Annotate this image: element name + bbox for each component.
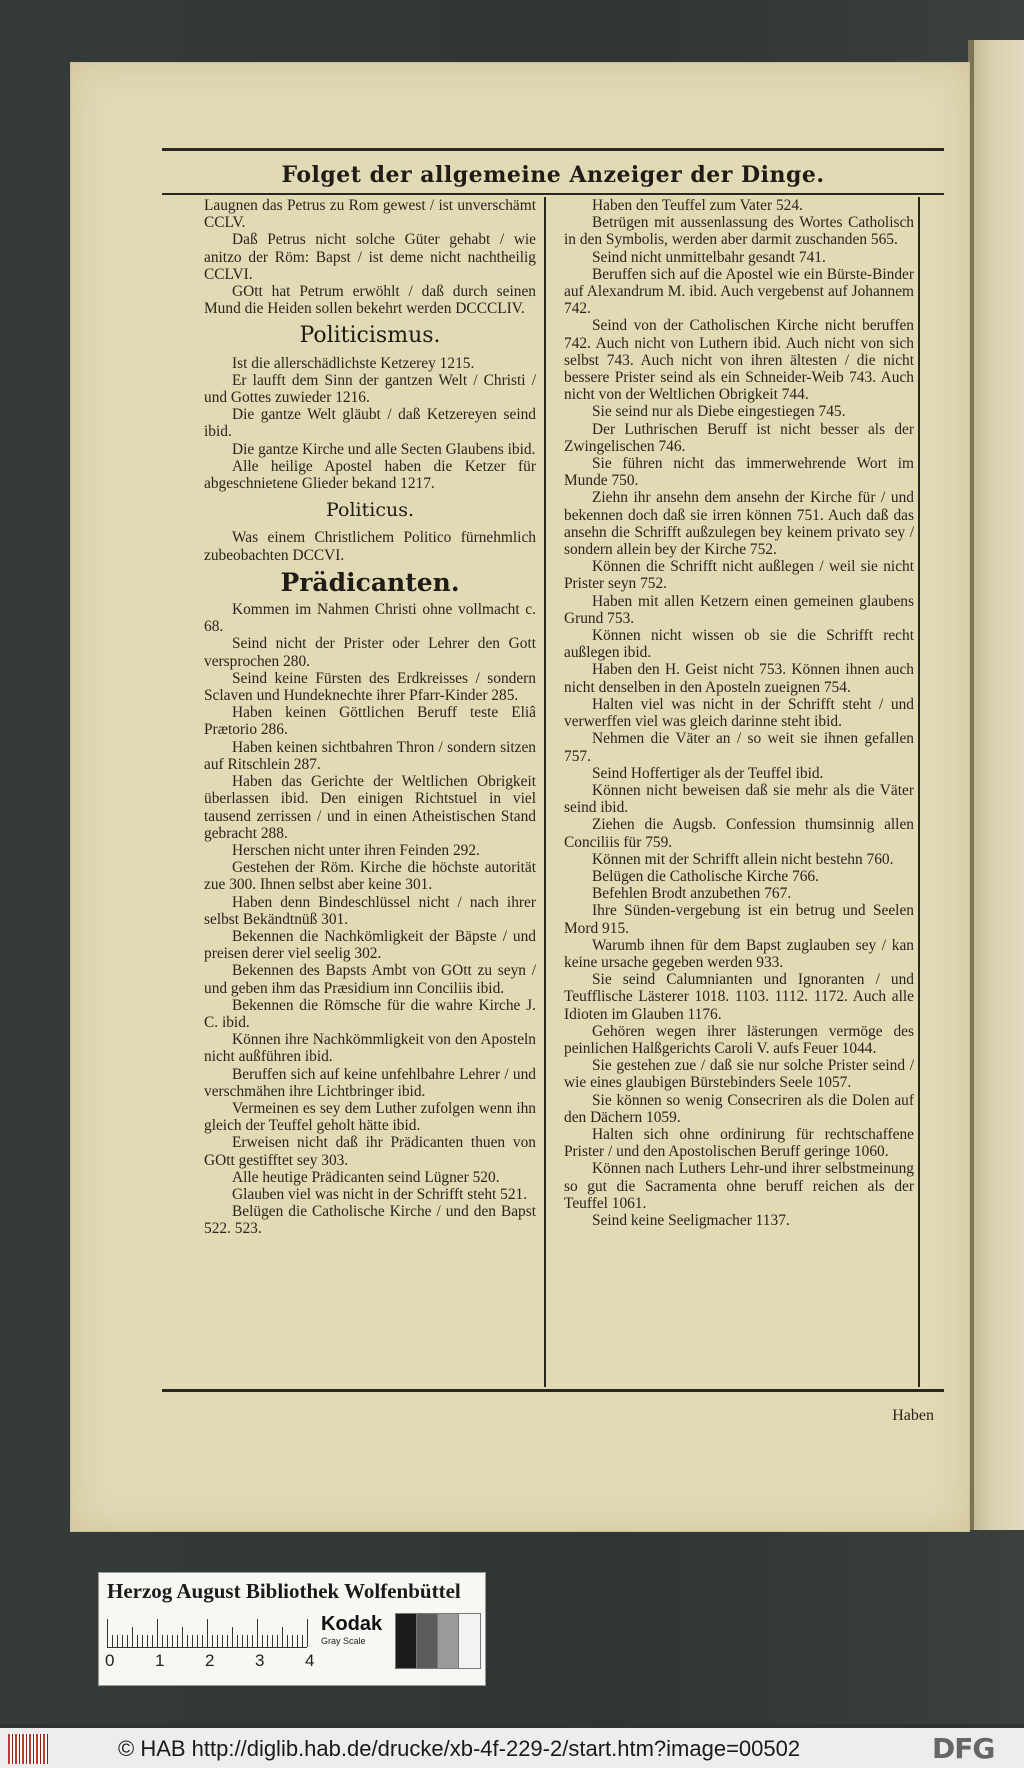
index-entry: Haben keinen sichtbahren Thron / sondern sitzen auf Ritschlein 287. [204, 738, 536, 773]
ruler-tick [232, 1627, 233, 1647]
ruler-tick [132, 1627, 133, 1647]
ruler-tick [287, 1635, 288, 1647]
index-entry: Sie seind Calumnianten und Ignoranten / und Teufflische Lästerer 1018. 1103. 1112. 1172. Auch alle Idioten im Glauben 1176. [564, 971, 914, 1023]
ruler-tick [177, 1635, 178, 1647]
index-entry: Laugnen das Petrus zu Rom gewest / ist unverschämt CCLV. [204, 197, 536, 232]
ruler-tick [252, 1635, 253, 1647]
index-entry: Haben den H. Geist nicht 753. Können ihnen auch nicht denselben in den Aposteln zueignen 754. [564, 661, 914, 696]
ruler-tick [272, 1635, 273, 1647]
color-card [98, 1572, 486, 1686]
ruler-tick [197, 1635, 198, 1647]
ruler-tick [307, 1619, 308, 1647]
ruler-scale [107, 1615, 307, 1648]
ruler-tick [142, 1635, 143, 1647]
ruler-tick [137, 1635, 138, 1647]
barcode-icon [8, 1734, 48, 1764]
index-entry: Können mit der Schrifft allein nicht bestehn 760. [592, 850, 894, 868]
ruler-tick [107, 1619, 108, 1647]
index-entry: Haben keinen Göttlichen Beruff teste Eliâ Prætorio 286. [204, 704, 536, 739]
index-entry: Die gantze Kirche und alle Secten Glaubens ibid. [232, 440, 536, 458]
ruler-tick [262, 1635, 263, 1647]
next-page-edge [968, 40, 1024, 1530]
ruler-number: 1 [155, 1651, 165, 1670]
index-entry: Gehören wegen ihrer lästerungen vermöge des peinlichen Halßgerichts Caroli V. aufs Feuer 1044. [564, 1022, 914, 1057]
index-entry: Beruffen sich auf keine unfehlbahre Lehrer / und verschmähen ihre Lichtbringer ibid. [204, 1065, 536, 1100]
index-entry: Warumb ihnen für dem Bapst zuglauben sey / kan keine ursache gegeben werden 933. [564, 936, 914, 971]
index-entry: Können ihre Nachkömmligkeit von den Aposteln nicht außführen ibid. [204, 1031, 536, 1066]
ruler-number: 0 [105, 1651, 115, 1670]
ruler-tick [217, 1635, 218, 1647]
index-entry: Sie führen nicht das immerwehrende Wort im Munde 750. [564, 455, 914, 490]
ruler-tick [242, 1635, 243, 1647]
index-entry: Sie können so wenig Consecriren als die Dolen auf den Dächern 1059. [564, 1091, 914, 1126]
index-entry: Sie gestehen zue / daß sie nur solche Prister seind / wie eines glaubigen Bürstebinders Seele 1057. [564, 1057, 914, 1092]
ruler-tick [207, 1619, 208, 1647]
index-entry: Bekennen des Bapsts Ambt von GOtt zu seyn / und geben ihm das Præsidium inn Conciliis ibid. [204, 962, 536, 997]
index-entry: Haben den Teuffel zum Vater 524. [592, 197, 803, 214]
ruler-tick [167, 1635, 168, 1647]
ruler-tick [222, 1635, 223, 1647]
ruler-tick [117, 1635, 118, 1647]
index-entry: Seind nicht der Prister oder Lehrer den Gott versprochen 280. [204, 635, 536, 670]
index-entry: Seind Hoffertiger als der Teuffel ibid. [592, 764, 824, 782]
index-entry: Ziehn ihr ansehn dem ansehn der Kirche für / und bekennen doch daß sie irren können 751. Auch daß das ansehn die Schrifft außzulegen bey keinem privato sey / sondern allein bey der Kirche 752. [564, 489, 914, 559]
copyright-url[interactable]: © HAB http://diglib.hab.de/drucke/xb-4f-229-2/start.htm?image=00502 [118, 1736, 801, 1761]
ruler-tick [277, 1635, 278, 1647]
ruler-tick [152, 1635, 153, 1647]
ruler-tick [112, 1635, 113, 1647]
ruler-tick [127, 1635, 128, 1647]
ruler-number: 3 [255, 1651, 265, 1670]
index-entry: Daß Petrus nicht solche Güter gehabt / wie anitzo der Röm: Bapst / ist deme nicht nachtheilig CCLVI. [204, 231, 536, 283]
ruler-tick [122, 1635, 123, 1647]
index-entry: Beruffen sich auf die Apostel wie ein Bürste-Binder auf Alexandrum M. ibid. Auch vergebenst auf Johannem 742. [564, 265, 914, 318]
ruler-number: 2 [205, 1651, 215, 1670]
index-entry: Halten viel was nicht in der Schrifft steht / und verwerffen viel was gleich darinne steht ibid. [564, 695, 914, 731]
index-entry: GOtt hat Petrum erwöhlt / daß durch seinen Mund die Heiden sollen bekehrt werden DCCCLIV. [204, 283, 536, 318]
ruler-tick [267, 1635, 268, 1647]
index-entry: Was einem Christlichem Politico fürnehmlich zubeobachten DCCVI. [204, 529, 536, 564]
index-entry: Bekennen die Römsche für die wahre Kirche J. C. ibid. [204, 996, 536, 1031]
index-entry: Bekennen die Nachkömligkeit der Bäpste / und preisen derer viel seelig 302. [204, 927, 536, 963]
ruler-tick [202, 1635, 203, 1647]
gray-swatch [416, 1613, 439, 1669]
index-entry: Können nicht beweisen daß sie mehr als die Väter seind ibid. [564, 781, 914, 817]
page-frame [162, 148, 944, 1424]
index-entry: Gestehen der Röm. Kirche die höchste autorität zue 300. Ihnen selbst aber keine 301. [204, 859, 536, 894]
index-entry: Ihre Sünden-vergebung ist ein betrug und Seelen Mord 915. [564, 902, 914, 937]
index-entry: Betrügen mit aussenlassung des Wortes Catholisch in den Symbolis, werden aber darmit zuschanden 565. [564, 214, 914, 249]
left-column [204, 197, 546, 1387]
index-entry: Halten sich ohne ordinirung für rechtschaffene Prister / und den Apostolischen Beruff geringe 1060. [564, 1125, 914, 1161]
index-entry: Nehmen die Väter an / so weit sie ihnen gefallen 757. [564, 730, 914, 765]
ruler-tick [302, 1635, 303, 1647]
card-title: Herzog August Bibliothek Wolfenbüttel [107, 1579, 461, 1603]
ruler-number: 4 [305, 1651, 315, 1670]
ruler-tick [157, 1619, 158, 1647]
ruler-tick [247, 1635, 248, 1647]
ruler-tick [237, 1635, 238, 1647]
index-entry: Belügen die Catholische Kirche / und den Bapst 522. 523. [204, 1203, 536, 1238]
ruler-tick [292, 1635, 293, 1647]
right-column [564, 197, 920, 1387]
ruler-tick [162, 1635, 163, 1647]
index-entry: Seind von der Catholischen Kirche nicht beruffen 742. Auch nicht von Luthern ibid. Auch nicht von sich selbst 743. Auch nicht von ihren ältesten / die nicht bessere Prister seind als ein Schneider-Weib 743. Auch nicht von der Weltlichen Obrigkeit 744. [564, 317, 914, 404]
index-entry: Der Luthrischen Beruff ist nicht besser als der Zwingelischen 746. [564, 420, 914, 455]
ruler-tick [187, 1635, 188, 1647]
index-entry: Glauben viel was nicht in der Schrifft steht 521. [232, 1185, 528, 1203]
index-entry: Erweisen nicht daß ihr Prädicanten thuen von GOtt gestifftet sey 303. [204, 1134, 536, 1169]
index-entry: Vermeinen es sey dem Luther zufolgen wenn ihn gleich der Teuffel geholt hätte ibid. [204, 1099, 536, 1135]
index-entry: Er laufft dem Sinn der gantzen Welt / Christi / und Gottes zuwieder 1216. [204, 371, 536, 407]
index-entry: Alle heutige Prädicanten seind Lügner 520. [232, 1168, 500, 1186]
ruler-tick [212, 1635, 213, 1647]
index-entry: Können nach Luthers Lehr-und ihrer selbstmeinung so gut die Sacramenta ohne beruff reichen als der Teuffel 1061. [564, 1160, 914, 1212]
index-entry: Haben mit allen Ketzern einen gemeinen glaubens Grund 753. [564, 592, 914, 627]
index-entry: Können nicht wissen ob sie die Schrifft recht außlegen ibid. [564, 627, 914, 662]
ruler-tick [172, 1635, 173, 1647]
ruler-tick [257, 1619, 258, 1647]
ruler-tick [147, 1635, 148, 1647]
ruler-tick [297, 1635, 298, 1647]
kodak-label [321, 1613, 387, 1646]
dfg-logo: DFG [932, 1732, 995, 1765]
kodak-logo: Kodak [321, 1613, 383, 1635]
gray-swatch [437, 1613, 460, 1669]
index-entry: Seind nicht unmittelbahr gesandt 741. [592, 248, 826, 266]
index-entry: Seind keine Fürsten des Erdkreisses / sondern Sclaven und Hundeknechte ihrer Pfarr-Kinder 285. [204, 669, 536, 705]
section-heading: Prädicanten. [280, 567, 460, 597]
ruler-tick [182, 1627, 183, 1647]
index-entry: Ist die allerschädlichste Ketzerey 1215. [232, 354, 475, 372]
index-entry: Seind keine Seeligmacher 1137. [592, 1211, 790, 1229]
section-heading: Politicismus. [299, 323, 441, 349]
index-entry: Alle heilige Apostel haben die Ketzer für abgeschnietene Glieder bekand 1217. [204, 457, 536, 493]
index-entry: Ziehen die Augsb. Confession thumsinnig allen Conciliis für 759. [564, 816, 914, 851]
index-entry: Kommen im Nahmen Christi ohne vollmacht c. 68. [204, 601, 536, 636]
index-entry: Befehlen Brodt anzubethen 767. [592, 885, 792, 903]
section-heading: Politicus. [326, 499, 414, 522]
index-entry: Sie seind nur als Diebe eingestiegen 745. [592, 403, 846, 421]
index-entry: Haben das Gerichte der Weltlichen Obrigkeit überlassen ibid. Den einigen Richtstuel in viel tausend zerrissen / und in einen Atheistischen Stand gebracht 288. [204, 773, 536, 842]
catchword: Haben [892, 1407, 934, 1424]
index-entry: Haben denn Bindeschlüssel nicht / nach ihrer selbst Bekändtnüß 301. [204, 893, 536, 928]
gray-scale-label: Gray Scale [321, 1636, 366, 1646]
ruler-tick [192, 1635, 193, 1647]
gray-swatch [395, 1613, 418, 1669]
index-entry: Belügen die Catholische Kirche 766. [592, 867, 819, 885]
index-entry: Die gantze Welt gläubt / daß Ketzereyen seind ibid. [204, 406, 536, 441]
ruler-tick [227, 1635, 228, 1647]
index-entry: Herschen nicht unter ihren Feinden 292. [232, 841, 480, 859]
index-entry: Können die Schrifft nicht außlegen / weil sie nicht Prister seyn 752. [564, 558, 914, 593]
ruler-tick [282, 1627, 283, 1647]
gray-swatch [458, 1613, 481, 1669]
running-header: Folget der allgemeine Anzeiger der Dinge. [162, 157, 944, 195]
footer-bar [0, 1728, 1024, 1768]
